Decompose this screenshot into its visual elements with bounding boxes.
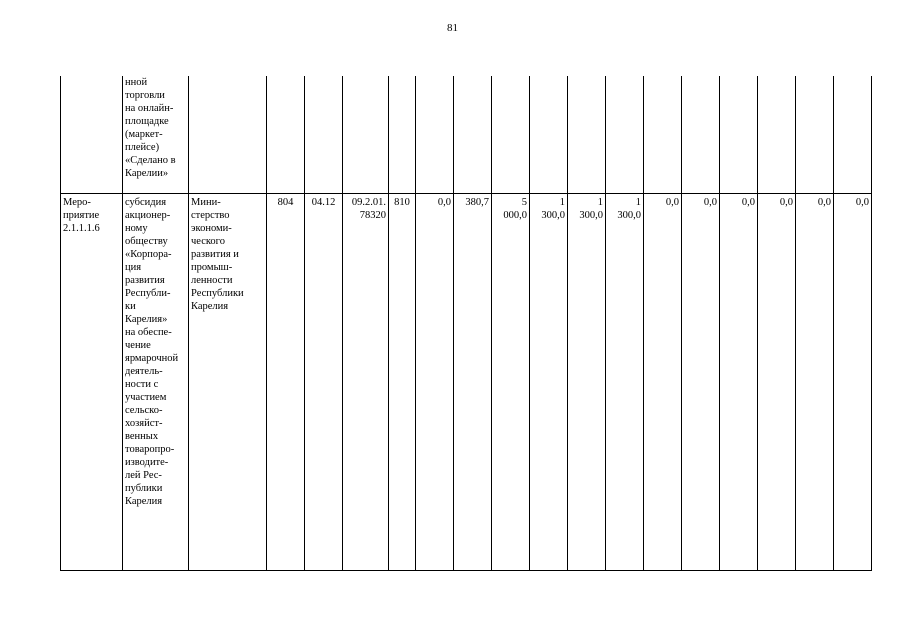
value-cell <box>454 194 492 571</box>
value-text-line: 300,0 <box>617 210 641 221</box>
value-cell <box>834 194 872 571</box>
name-text-line: Карелии» <box>125 168 169 179</box>
target-article-cell <box>343 194 389 571</box>
name-text-line: на обеспе- <box>125 327 172 338</box>
value-cell <box>492 194 530 571</box>
value-cell <box>758 194 796 571</box>
name-text-line: ному <box>125 223 148 234</box>
value-cell <box>644 194 682 571</box>
name-text-line: сельско- <box>125 405 163 416</box>
name-text-line: венных <box>125 431 159 442</box>
table-row-continuation <box>61 76 872 194</box>
name-text-line: развития <box>125 275 165 286</box>
executor-text-line: ческого <box>191 236 225 247</box>
value-cell <box>796 194 834 571</box>
value-text-line: 300,0 <box>579 210 603 221</box>
executor-text-line: промыш- <box>191 262 233 273</box>
name-text-line: плейсе) <box>125 142 160 153</box>
section-cell: 04.12 <box>305 194 343 571</box>
value-text-line: 0,0 <box>855 197 869 208</box>
executor-text-line: развития и <box>191 249 239 260</box>
expense-type-cell: 810 <box>389 194 416 571</box>
budget-table <box>60 76 872 571</box>
value-text-line: 0,0 <box>817 197 831 208</box>
table-row <box>61 194 872 571</box>
executor-cell <box>189 194 267 571</box>
name-text-line: хозяйст- <box>125 418 163 429</box>
name-text-line: ности с <box>125 379 159 390</box>
name-text-line: на онлайн- <box>125 103 174 114</box>
value-text-line: 1 <box>635 197 641 208</box>
value-cell <box>530 194 568 571</box>
name-text-line: «Сделано в <box>125 155 176 166</box>
value-text-line: 5 <box>521 197 527 208</box>
name-text-line: Республи- <box>125 288 171 299</box>
executor-text-line: Мини- <box>191 197 221 208</box>
name-text-line: площадке <box>125 116 169 127</box>
name-text-line: Карелия» <box>125 314 168 325</box>
name-text-line: нной <box>125 77 148 88</box>
value-cell <box>682 194 720 571</box>
value-cell <box>606 194 644 571</box>
value-text-line: 000,0 <box>503 210 527 221</box>
value-text-line: 0,0 <box>665 197 679 208</box>
name-text-line: «Корпора- <box>125 249 172 260</box>
name-cell <box>123 76 189 194</box>
page-number: 81 <box>447 22 458 34</box>
name-text-line: лей Рес- <box>125 470 162 481</box>
value-cell <box>720 194 758 571</box>
executor-text-line: ленности <box>191 275 233 286</box>
value-text-line: 0,0 <box>741 197 755 208</box>
name-text-line: участием <box>125 392 167 403</box>
target-article-line: 78320 <box>359 210 386 221</box>
executor-cell <box>189 76 267 194</box>
value-text-line: 1 <box>597 197 603 208</box>
executor-text-line: Карелия <box>191 301 229 312</box>
value-cell <box>416 194 454 571</box>
target-article-line: 09.2.01. <box>351 197 386 208</box>
measure-text-line: Меро- <box>63 197 91 208</box>
name-text-line: чение <box>125 340 151 351</box>
name-text-line: ция <box>125 262 142 273</box>
grbs-cell: 804 <box>267 194 305 571</box>
value-text-line: 380,7 <box>465 197 489 208</box>
executor-text-line: стерство <box>191 210 230 221</box>
name-text-line: публики <box>125 483 163 494</box>
executor-text-line: Республики <box>191 288 244 299</box>
name-text-line: акционер- <box>125 210 171 221</box>
name-text-line: ярмарочной <box>125 353 179 364</box>
name-text-line: ки <box>125 301 136 312</box>
name-text-line: товаропро- <box>125 444 175 455</box>
measure-cell <box>61 76 123 194</box>
name-text-line: (маркет- <box>125 129 163 140</box>
name-text-line: обществу <box>125 236 168 247</box>
name-text-line: субсидия <box>125 197 167 208</box>
name-text-line: деятель- <box>125 366 163 377</box>
value-text-line: 1 <box>559 197 565 208</box>
value-text-line: 0,0 <box>703 197 717 208</box>
value-text-line: 300,0 <box>541 210 565 221</box>
value-text-line: 0,0 <box>437 197 451 208</box>
value-cell <box>568 194 606 571</box>
name-text-line: Карелия <box>125 496 163 507</box>
value-text-line: 0,0 <box>779 197 793 208</box>
measure-cell <box>61 194 123 571</box>
measure-text-line: 2.1.1.1.6 <box>63 223 100 234</box>
executor-text-line: экономи- <box>191 223 232 234</box>
name-text-line: изводите- <box>125 457 169 468</box>
name-text-line: торговли <box>125 90 165 101</box>
name-cell <box>123 194 189 571</box>
measure-text-line: приятие <box>63 210 100 221</box>
